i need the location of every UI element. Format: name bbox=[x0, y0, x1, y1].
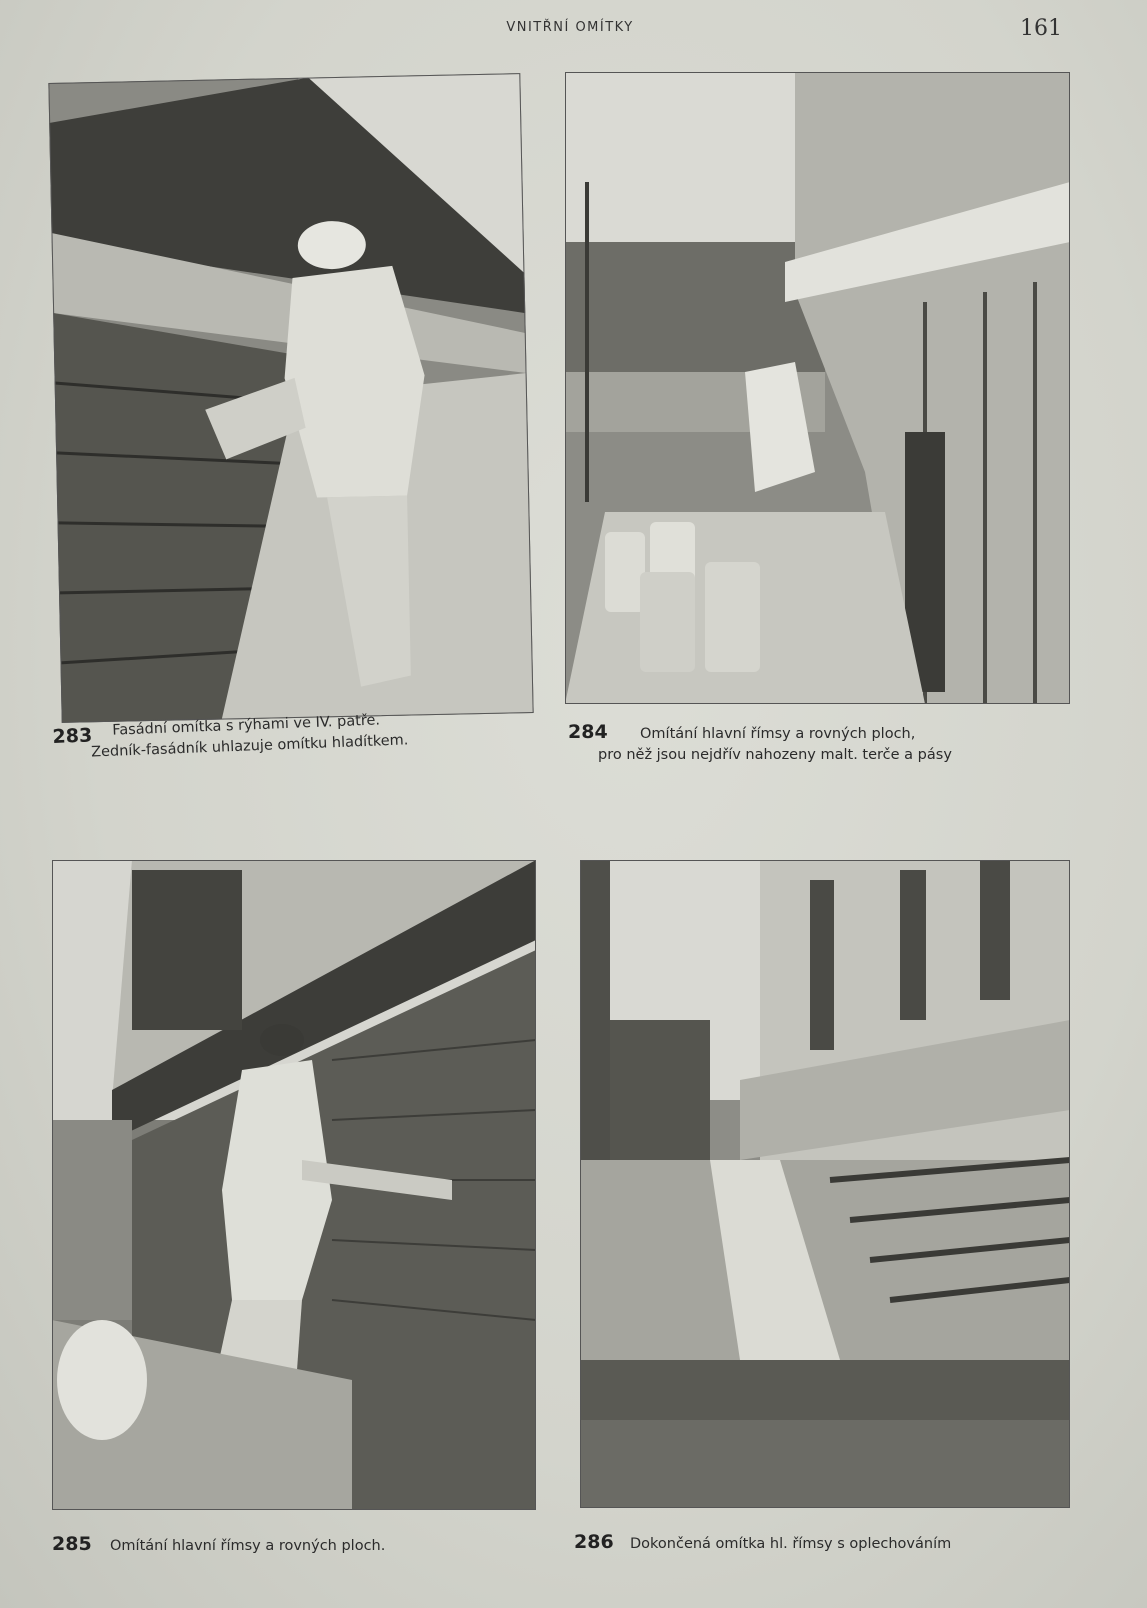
caption-284-line2: pro něž jsou nejdřív nahozeny malt. terče a pásy bbox=[598, 747, 952, 763]
running-title: VNITŘNÍ OMÍTKY bbox=[506, 20, 634, 35]
caption-284-line1: Omítání hlavní římsy a rovných ploch, bbox=[640, 726, 916, 742]
figure-number-285: 285 bbox=[52, 1533, 92, 1555]
caption-283-line1: Fasádní omítka s rýhami ve IV. patře. bbox=[112, 712, 381, 739]
photo-286 bbox=[580, 860, 1070, 1508]
photo-285 bbox=[52, 860, 536, 1510]
caption-283-line2: Zedník-fasádník uhlazuje omítku hladítkem. bbox=[90, 732, 409, 761]
caption-286-line1: Dokončená omítka hl. římsy s oplechováním bbox=[630, 1536, 952, 1552]
page-number: 161 bbox=[1020, 16, 1062, 41]
photo-283 bbox=[48, 73, 533, 723]
figure-number-284: 284 bbox=[568, 721, 608, 743]
caption-285-line1: Omítání hlavní římsy a rovných ploch. bbox=[110, 1538, 386, 1554]
figure-number-286: 286 bbox=[574, 1531, 614, 1553]
caption-284 bbox=[568, 721, 1068, 766]
caption-286 bbox=[574, 1531, 1074, 1555]
figure-number-283: 283 bbox=[52, 724, 93, 748]
caption-285 bbox=[52, 1533, 532, 1557]
photo-284 bbox=[565, 72, 1070, 704]
